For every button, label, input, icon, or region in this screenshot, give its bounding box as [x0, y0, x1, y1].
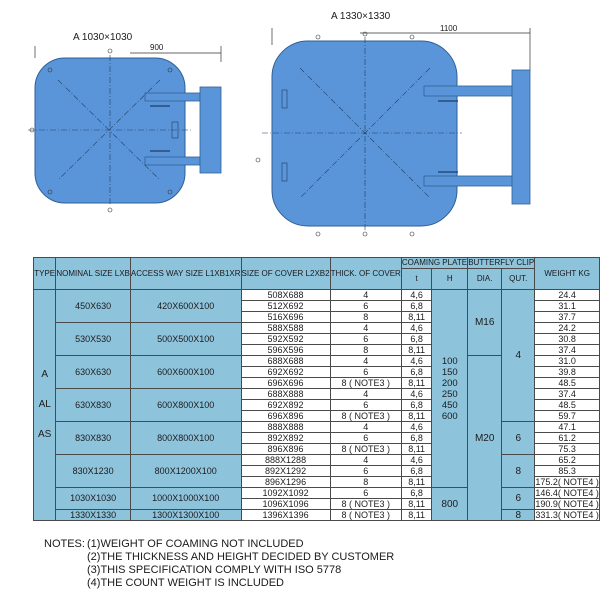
cover-thickness: 8 ( NOTE3 )	[330, 411, 401, 422]
cover-thickness: 4	[330, 422, 401, 433]
coaming-t: 8,11	[401, 411, 432, 422]
nominal-size: 1030X1030	[56, 488, 131, 510]
coaming-t: 4,6	[401, 356, 432, 367]
header-thick-of-cover: THICK. OF COVER	[330, 258, 401, 290]
cover-thickness: 8 ( NOTE3 )	[330, 510, 401, 521]
cover-thickness: 4	[330, 455, 401, 466]
weight-value: 190.9( NOTE4 )	[535, 498, 599, 509]
clip-qut-8: 8	[502, 510, 535, 521]
weight-value: 24.4	[535, 290, 600, 301]
note-1: (1)WEIGHT OF COAMING NOT INCLUDED	[87, 538, 304, 550]
clip-qut-6: 6	[502, 422, 535, 455]
hatch-cover-drawings	[0, 0, 600, 248]
coaming-t: 6,8	[401, 334, 432, 345]
coaming-h-values	[432, 290, 468, 488]
notes-section	[44, 538, 394, 590]
notes-label: NOTES:	[44, 538, 85, 550]
cover-size: 692X692	[241, 367, 330, 378]
coaming-t: 4,6	[401, 422, 432, 433]
access-way-size: 420X600X100	[130, 290, 241, 323]
coaming-t: 8,11	[401, 378, 432, 389]
clip-dia-m20: M20	[468, 356, 502, 521]
access-way-size: 1300X1300X100	[130, 510, 241, 521]
weight-value: 31.0	[535, 356, 600, 367]
weight-value: 30.8	[535, 334, 600, 345]
weight-value: 24.2	[535, 323, 600, 334]
header-butterfly-clip: BUTTERFLY CLIP	[468, 258, 535, 267]
weight-value: 48.5	[535, 400, 600, 411]
cover-thickness: 8	[330, 477, 401, 488]
cover-thickness: 8	[330, 312, 401, 323]
cover-size: 592X592	[241, 334, 330, 345]
cover-thickness: 6	[330, 301, 401, 312]
coaming-t: 6,8	[401, 433, 432, 444]
cover-size: 1396X1396	[241, 510, 330, 521]
cover-size: 696X896	[241, 411, 330, 422]
coaming-t: 8,11	[401, 499, 432, 510]
type-a: A	[41, 369, 49, 380]
coaming-t: 4,6	[401, 323, 432, 334]
coaming-t: 6,8	[401, 488, 432, 499]
weight-value: 47.1	[535, 422, 600, 433]
note-4: (4)THE COUNT WEIGHT IS INCLUDED	[87, 577, 284, 589]
cover-size: 508X688	[241, 290, 330, 301]
coaming-t: 6,8	[401, 367, 432, 378]
nominal-size: 450X630	[56, 290, 131, 323]
clip-qut-6: 6	[502, 488, 535, 510]
cover-size: 688X888	[241, 389, 330, 400]
header-dia: DIA.	[468, 269, 502, 290]
weight-value: 37.4	[535, 345, 600, 356]
weight-value: 37.7	[535, 312, 600, 323]
cover-thickness: 4	[330, 356, 401, 367]
cover-size: 512X692	[241, 301, 330, 312]
weight-value: 65.2	[535, 455, 600, 466]
access-way-size: 600X600X100	[130, 356, 241, 389]
cover-thickness: 6	[330, 433, 401, 444]
coaming-t: 8,11	[401, 444, 432, 455]
weight-value: 48.5	[535, 378, 600, 389]
header-nominal-size: NOMINAL SIZE LXB	[56, 258, 131, 290]
cover-size: 888X888	[241, 422, 330, 433]
cover-size: 892X892	[241, 433, 330, 444]
type-al: AL	[38, 399, 51, 410]
header-type: TYPE	[34, 258, 56, 290]
access-way-size: 600X800X100	[130, 389, 241, 422]
weight-value: 37.4	[535, 389, 600, 400]
nominal-size: 630X830	[56, 389, 131, 422]
header-coaming-h: H	[432, 269, 468, 290]
access-way-size: 1000X1000X100	[130, 488, 241, 510]
nominal-size: 530X530	[56, 323, 131, 356]
access-way-size: 800X1200X100	[130, 455, 241, 488]
nominal-size: 1330X1330	[56, 510, 131, 521]
weight-value: 331.3( NOTE4 )	[535, 509, 599, 520]
cover-size: 888X1288	[241, 455, 330, 466]
nominal-size: 630X630	[56, 356, 131, 389]
clip-qut-8: 8	[502, 455, 535, 488]
large-hatch-cover	[256, 32, 530, 236]
cover-size: 688X688	[241, 356, 330, 367]
coaming-h-800: 800	[432, 488, 468, 521]
header-access-way-size: ACCESS WAY SIZE L1XB1XR	[130, 258, 241, 290]
cover-size: 1096X1096	[241, 499, 330, 510]
cover-thickness: 6	[330, 400, 401, 411]
coaming-h: 100	[441, 355, 458, 367]
access-way-size: 500X500X100	[130, 323, 241, 356]
weight-value: 31.1	[535, 301, 600, 312]
cover-size: 896X896	[241, 444, 330, 455]
nominal-size: 830X1230	[56, 455, 131, 488]
coaming-h: 600	[441, 410, 458, 422]
header-coaming-plate: COAMING PLATE	[401, 258, 468, 267]
coaming-t: 8,11	[401, 345, 432, 356]
specification-table	[33, 257, 600, 521]
clip-dia-m16: M16	[468, 290, 502, 356]
cover-size: 516X696	[241, 312, 330, 323]
weight-value: 59.7	[535, 411, 600, 422]
weight-value: 146.4( NOTE4 )	[535, 487, 599, 498]
type-column	[34, 290, 56, 521]
note-3: (3)THIS SPECIFICATION COMPLY WITH ISO 5778	[87, 564, 342, 576]
cover-thickness: 6	[330, 488, 401, 499]
nominal-size: 830X830	[56, 422, 131, 455]
coaming-t: 6,8	[401, 400, 432, 411]
large-drawing-dimension: 1100	[440, 24, 458, 33]
cover-size: 892X1292	[241, 466, 330, 477]
coaming-t: 8,11	[401, 510, 432, 521]
cover-thickness: 4	[330, 389, 401, 400]
clip-qut-4: 4	[502, 290, 535, 422]
access-way-size: 800X800X100	[130, 422, 241, 455]
coaming-t: 4,6	[401, 455, 432, 466]
coaming-t: 6,8	[401, 301, 432, 312]
type-as: AS	[38, 429, 52, 440]
coaming-h: 250	[441, 388, 458, 400]
cover-thickness: 8 ( NOTE3 )	[330, 444, 401, 455]
coaming-t: 4,6	[401, 290, 432, 301]
weight-value: 61.2	[535, 433, 600, 444]
cover-thickness: 8 ( NOTE3 )	[330, 378, 401, 389]
cover-size: 1092X1092	[241, 488, 330, 499]
cover-size: 692X892	[241, 400, 330, 411]
cover-size: 896X1296	[241, 477, 330, 488]
small-drawing-dimension: 900	[150, 43, 164, 52]
weight-value: 85.3	[535, 466, 600, 477]
header-qut: QUT.	[502, 269, 535, 290]
cover-size: 696X696	[241, 378, 330, 389]
small-hatch-cover	[28, 49, 221, 212]
header-weight: WEIGHT KG	[535, 258, 600, 290]
coaming-h: 150	[441, 366, 458, 378]
weight-value: 75.3	[535, 444, 600, 455]
coaming-t: 8,11	[401, 477, 432, 488]
coaming-h: 200	[441, 377, 458, 389]
coaming-t: 6,8	[401, 466, 432, 477]
cover-thickness: 6	[330, 466, 401, 477]
coaming-h: 450	[441, 399, 458, 411]
cover-thickness: 8 ( NOTE3 )	[330, 499, 401, 510]
cover-thickness: 4	[330, 323, 401, 334]
large-drawing-label: A 1330×1330	[331, 11, 391, 22]
weight-value: 175.2( NOTE4 )	[535, 476, 599, 487]
coaming-t: 4,6	[401, 389, 432, 400]
coaming-t: 8,11	[401, 312, 432, 323]
header-coaming-t: t	[401, 269, 432, 290]
cover-size: 596X596	[241, 345, 330, 356]
cover-thickness: 8	[330, 345, 401, 356]
small-drawing-label: A 1030×1030	[73, 32, 133, 43]
cover-thickness: 6	[330, 367, 401, 378]
header-size-of-cover: SIZE OF COVER L2XB2	[241, 258, 330, 290]
note-2: (2)THE THICKNESS AND HEIGHT DECIDED BY CUSTOMER	[87, 551, 395, 563]
cover-thickness: 6	[330, 334, 401, 345]
cover-size: 588X588	[241, 323, 330, 334]
cover-thickness: 4	[330, 290, 401, 301]
weight-value: 39.8	[535, 367, 600, 378]
